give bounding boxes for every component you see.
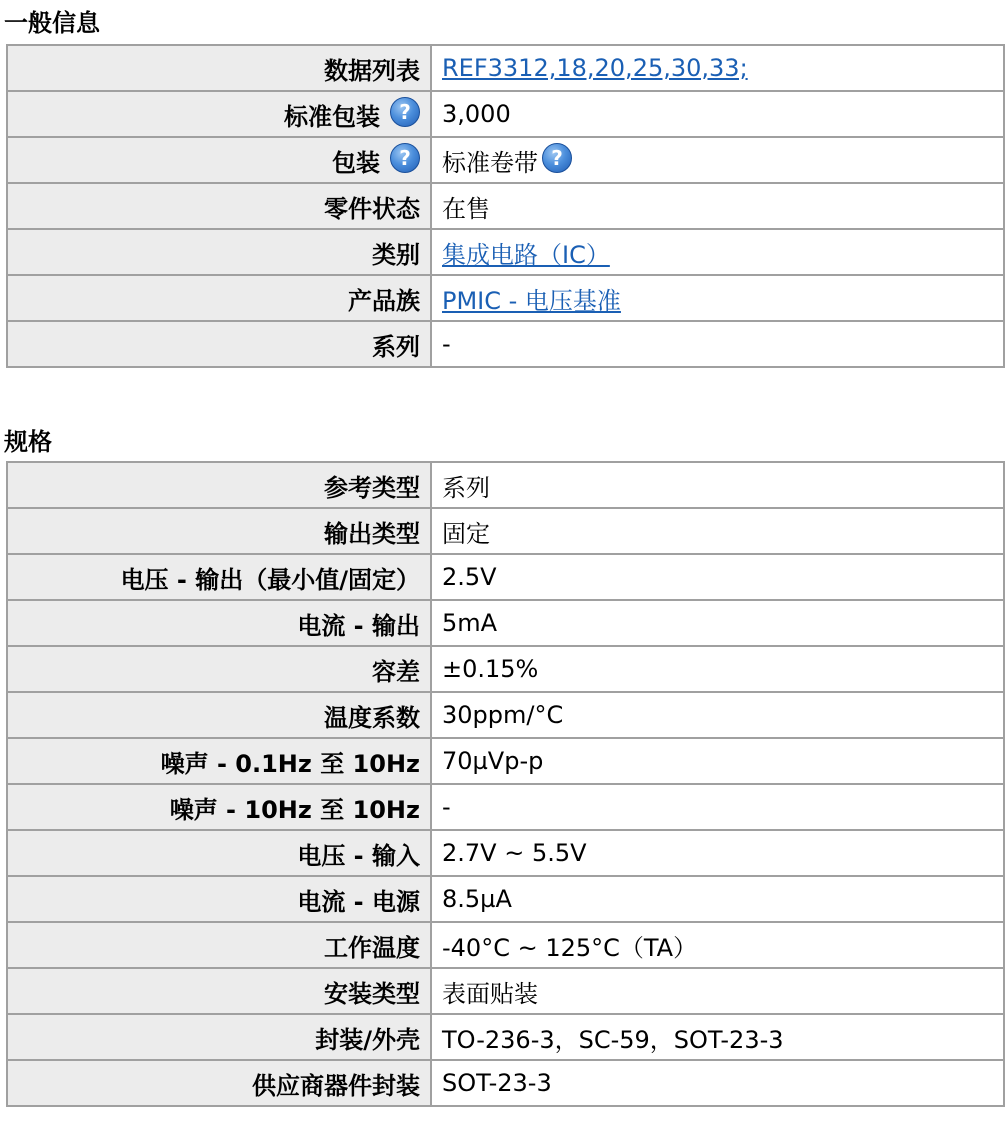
packaging-label-text: 包装	[332, 148, 380, 177]
standard-package-label	[7, 91, 431, 137]
supply-current-value: 8.5µA	[431, 876, 1004, 922]
table-row	[7, 275, 1004, 321]
table-row	[7, 229, 1004, 275]
table-row	[7, 692, 1004, 738]
packaging-value-text: 标准卷带	[442, 148, 538, 177]
noise-high-band-label: 噪声 - 10Hz 至 10Hz	[7, 784, 431, 830]
table-row	[7, 554, 1004, 600]
product-family-label: 产品族	[7, 275, 431, 321]
standard-package-value: 3,000	[431, 91, 1004, 137]
table-row	[7, 45, 1004, 91]
table-row	[7, 91, 1004, 137]
help-icon[interactable]: ?	[390, 143, 420, 173]
output-type-label: 输出类型	[7, 508, 431, 554]
table-row	[7, 137, 1004, 183]
help-icon[interactable]: ?	[390, 97, 420, 127]
specifications-heading: 规格	[4, 428, 52, 456]
table-row	[7, 183, 1004, 229]
table-row	[7, 784, 1004, 830]
standard-package-label-text: 标准包装	[284, 102, 380, 131]
table-row	[7, 462, 1004, 508]
table-row	[7, 968, 1004, 1014]
part-status-label: 零件状态	[7, 183, 431, 229]
output-type-value: 固定	[431, 508, 1004, 554]
help-icon[interactable]: ?	[542, 143, 572, 173]
datasheet-value	[431, 45, 1004, 91]
input-voltage-value: 2.7V ~ 5.5V	[431, 830, 1004, 876]
table-row	[7, 738, 1004, 784]
specifications-table	[6, 461, 1005, 1107]
temperature-coefficient-label: 温度系数	[7, 692, 431, 738]
product-family-link[interactable]: PMIC - 电压基准	[442, 286, 621, 315]
output-voltage-value: 2.5V	[431, 554, 1004, 600]
table-row	[7, 830, 1004, 876]
package-case-value: TO-236-3，SC-59，SOT-23-3	[431, 1014, 1004, 1060]
category-label: 类别	[7, 229, 431, 275]
datasheet-link[interactable]: REF3312,18,20,25,30,33;	[442, 54, 748, 82]
noise-high-band-value: -	[431, 784, 1004, 830]
table-row	[7, 922, 1004, 968]
series-label: 系列	[7, 321, 431, 367]
supply-current-label: 电流 - 电源	[7, 876, 431, 922]
table-row	[7, 1014, 1004, 1060]
table-row	[7, 646, 1004, 692]
package-case-label: 封装/外壳	[7, 1014, 431, 1060]
reference-type-value: 系列	[431, 462, 1004, 508]
general-info-heading: 一般信息	[4, 9, 100, 37]
mounting-type-label: 安装类型	[7, 968, 431, 1014]
reference-type-label: 参考类型	[7, 462, 431, 508]
tolerance-label: 容差	[7, 646, 431, 692]
packaging-value	[431, 137, 1004, 183]
mounting-type-value: 表面贴装	[431, 968, 1004, 1014]
category-link[interactable]: 集成电路（IC）	[442, 240, 610, 269]
category-value	[431, 229, 1004, 275]
series-value: -	[431, 321, 1004, 367]
product-family-value	[431, 275, 1004, 321]
output-voltage-label: 电压 - 输出（最小值/固定）	[7, 554, 431, 600]
operating-temperature-label: 工作温度	[7, 922, 431, 968]
packaging-label	[7, 137, 431, 183]
supplier-device-package-value: SOT-23-3	[431, 1060, 1004, 1106]
output-current-value: 5mA	[431, 600, 1004, 646]
part-status-value: 在售	[431, 183, 1004, 229]
datasheet-label: 数据列表	[7, 45, 431, 91]
output-current-label: 电流 - 输出	[7, 600, 431, 646]
supplier-device-package-label: 供应商器件封装	[7, 1060, 431, 1106]
operating-temperature-value: -40°C ~ 125°C（TA）	[431, 922, 1004, 968]
general-info-table	[6, 44, 1005, 368]
table-row	[7, 876, 1004, 922]
noise-low-band-label: 噪声 - 0.1Hz 至 10Hz	[7, 738, 431, 784]
input-voltage-label: 电压 - 输入	[7, 830, 431, 876]
table-row	[7, 508, 1004, 554]
noise-low-band-value: 70µVp-p	[431, 738, 1004, 784]
temperature-coefficient-value: 30ppm/°C	[431, 692, 1004, 738]
table-row	[7, 600, 1004, 646]
table-row	[7, 321, 1004, 367]
tolerance-value: ±0.15%	[431, 646, 1004, 692]
table-row	[7, 1060, 1004, 1106]
